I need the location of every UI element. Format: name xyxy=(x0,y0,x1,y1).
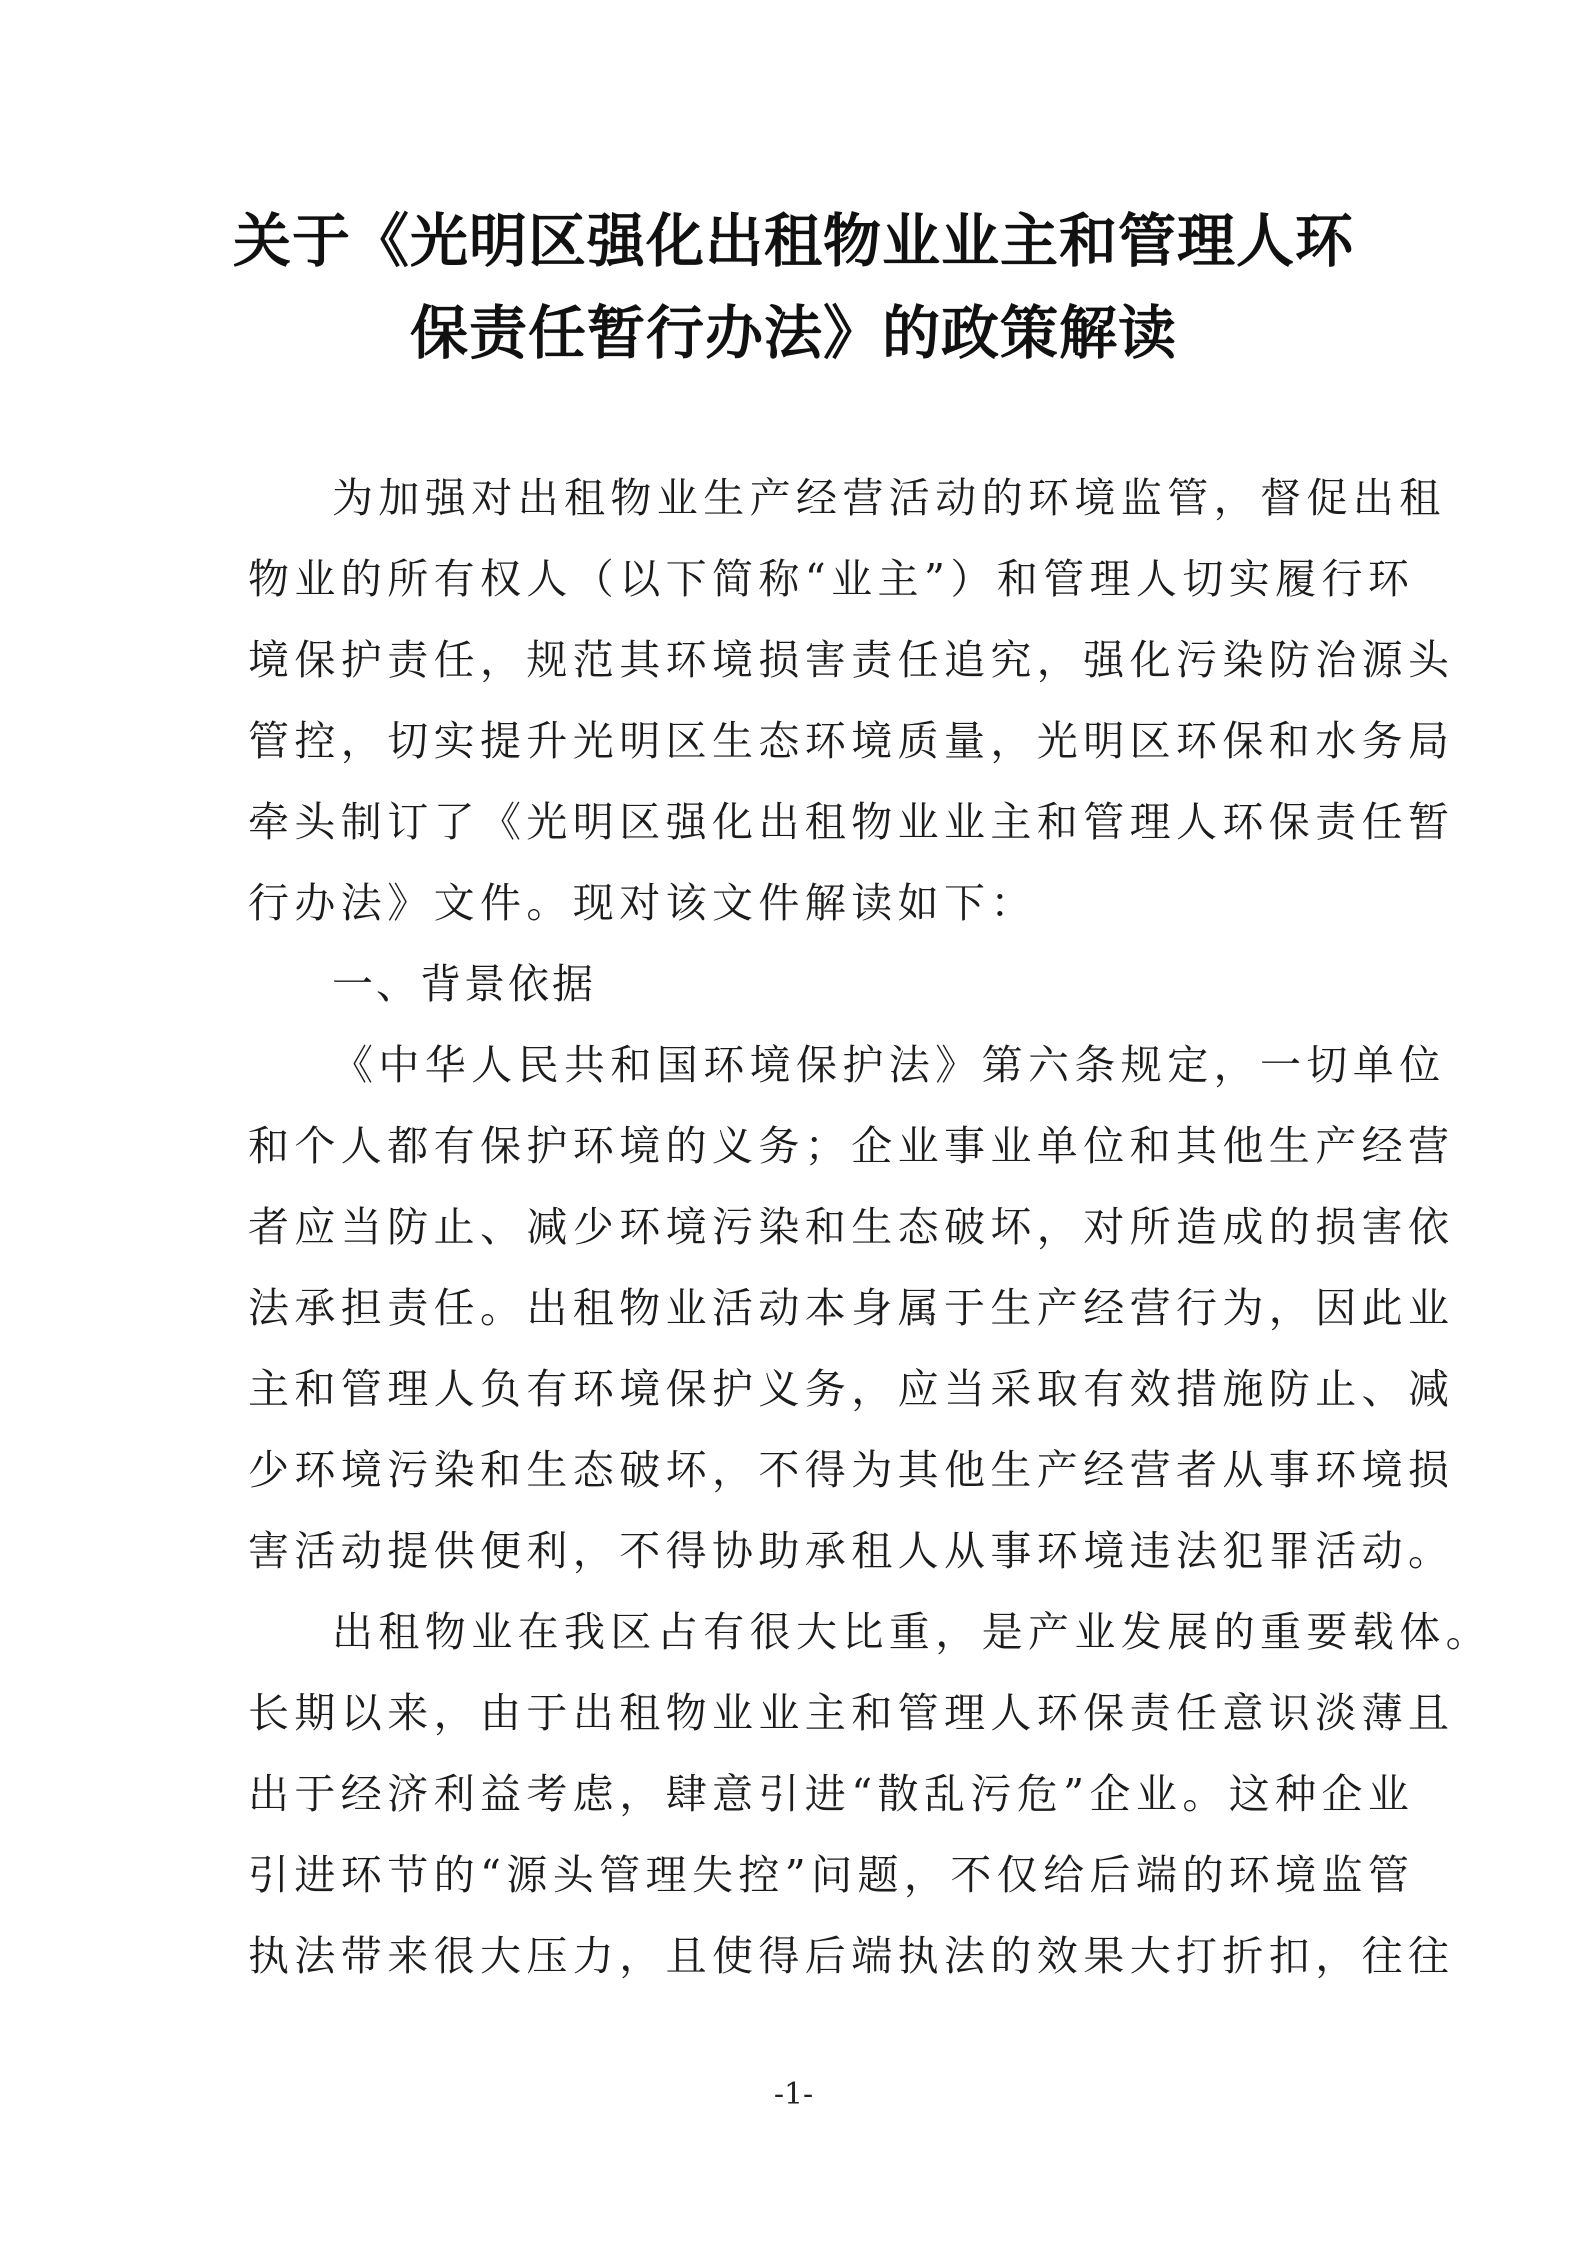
text-line: 执法带来很大压力，且使得后端执法的效果大打折扣，往往 xyxy=(248,1932,1455,1980)
text-line: 主和管理人负有环境保护义务，应当采取有效措施防止、减 xyxy=(248,1365,1455,1413)
text-line: 出于经济利益考虑，肆意引进“散乱污危”企业。这种企业 xyxy=(248,1770,1415,1818)
text-line: 牵头制订了《光明区强化出租物业业主和管理人环保责任暂 xyxy=(248,798,1455,846)
document-title xyxy=(200,195,1387,379)
text-line: 境保护责任，规范其环境损害责任追究，强化污染防治源头 xyxy=(248,636,1455,684)
text-line: 为加强对出租物业生产经营活动的环境监管，督促出租 xyxy=(332,474,1446,522)
text-line: 物业的所有权人（以下简称“业主”）和管理人切实履行环 xyxy=(248,555,1415,603)
context-paragraph xyxy=(248,1592,1492,1997)
text-line: 引进环节的“源头管理失控”问题，不仅给后端的环境监管 xyxy=(248,1851,1415,1899)
background-paragraph xyxy=(248,1025,1455,1592)
text-line: 法承担责任。出租物业活动本身属于生产经营行为，因此业 xyxy=(248,1284,1455,1332)
text-line: 行办法》文件。现对该文件解读如下： xyxy=(248,879,1037,927)
text-line: 和个人都有保护环境的义务；企业事业单位和其他生产经营 xyxy=(248,1122,1455,1170)
text-line: 出租物业在我区占有很大比重，是产业发展的重要载体。 xyxy=(332,1608,1492,1656)
text-line: 管控，切实提升光明区生态环境质量，光明区环保和水务局 xyxy=(248,717,1455,765)
text-line: 害活动提供便利，不得协助承租人从事环境违法犯罪活动。 xyxy=(248,1527,1455,1575)
title-line: 关于《光明区强化出租物业业主和管理人环 xyxy=(232,207,1354,275)
text-line: 者应当防止、减少环境污染和生态破坏，对所造成的损害依 xyxy=(248,1203,1455,1251)
text-line: 长期以来，由于出租物业业主和管理人环保责任意识淡薄且 xyxy=(248,1689,1455,1737)
intro-paragraph xyxy=(248,458,1455,944)
text-line: 《中华人民共和国环境保护法》第六条规定，一切单位 xyxy=(332,1041,1446,1089)
title-line: 保责任暂行办法》的政策解读 xyxy=(409,299,1177,367)
page-number: -1- xyxy=(773,2077,814,2112)
text-line: 少环境污染和生态破坏，不得为其他生产经营者从事环境损 xyxy=(248,1446,1455,1494)
document-body xyxy=(248,458,1492,1997)
section-heading: 一、背景依据 xyxy=(332,960,596,1008)
